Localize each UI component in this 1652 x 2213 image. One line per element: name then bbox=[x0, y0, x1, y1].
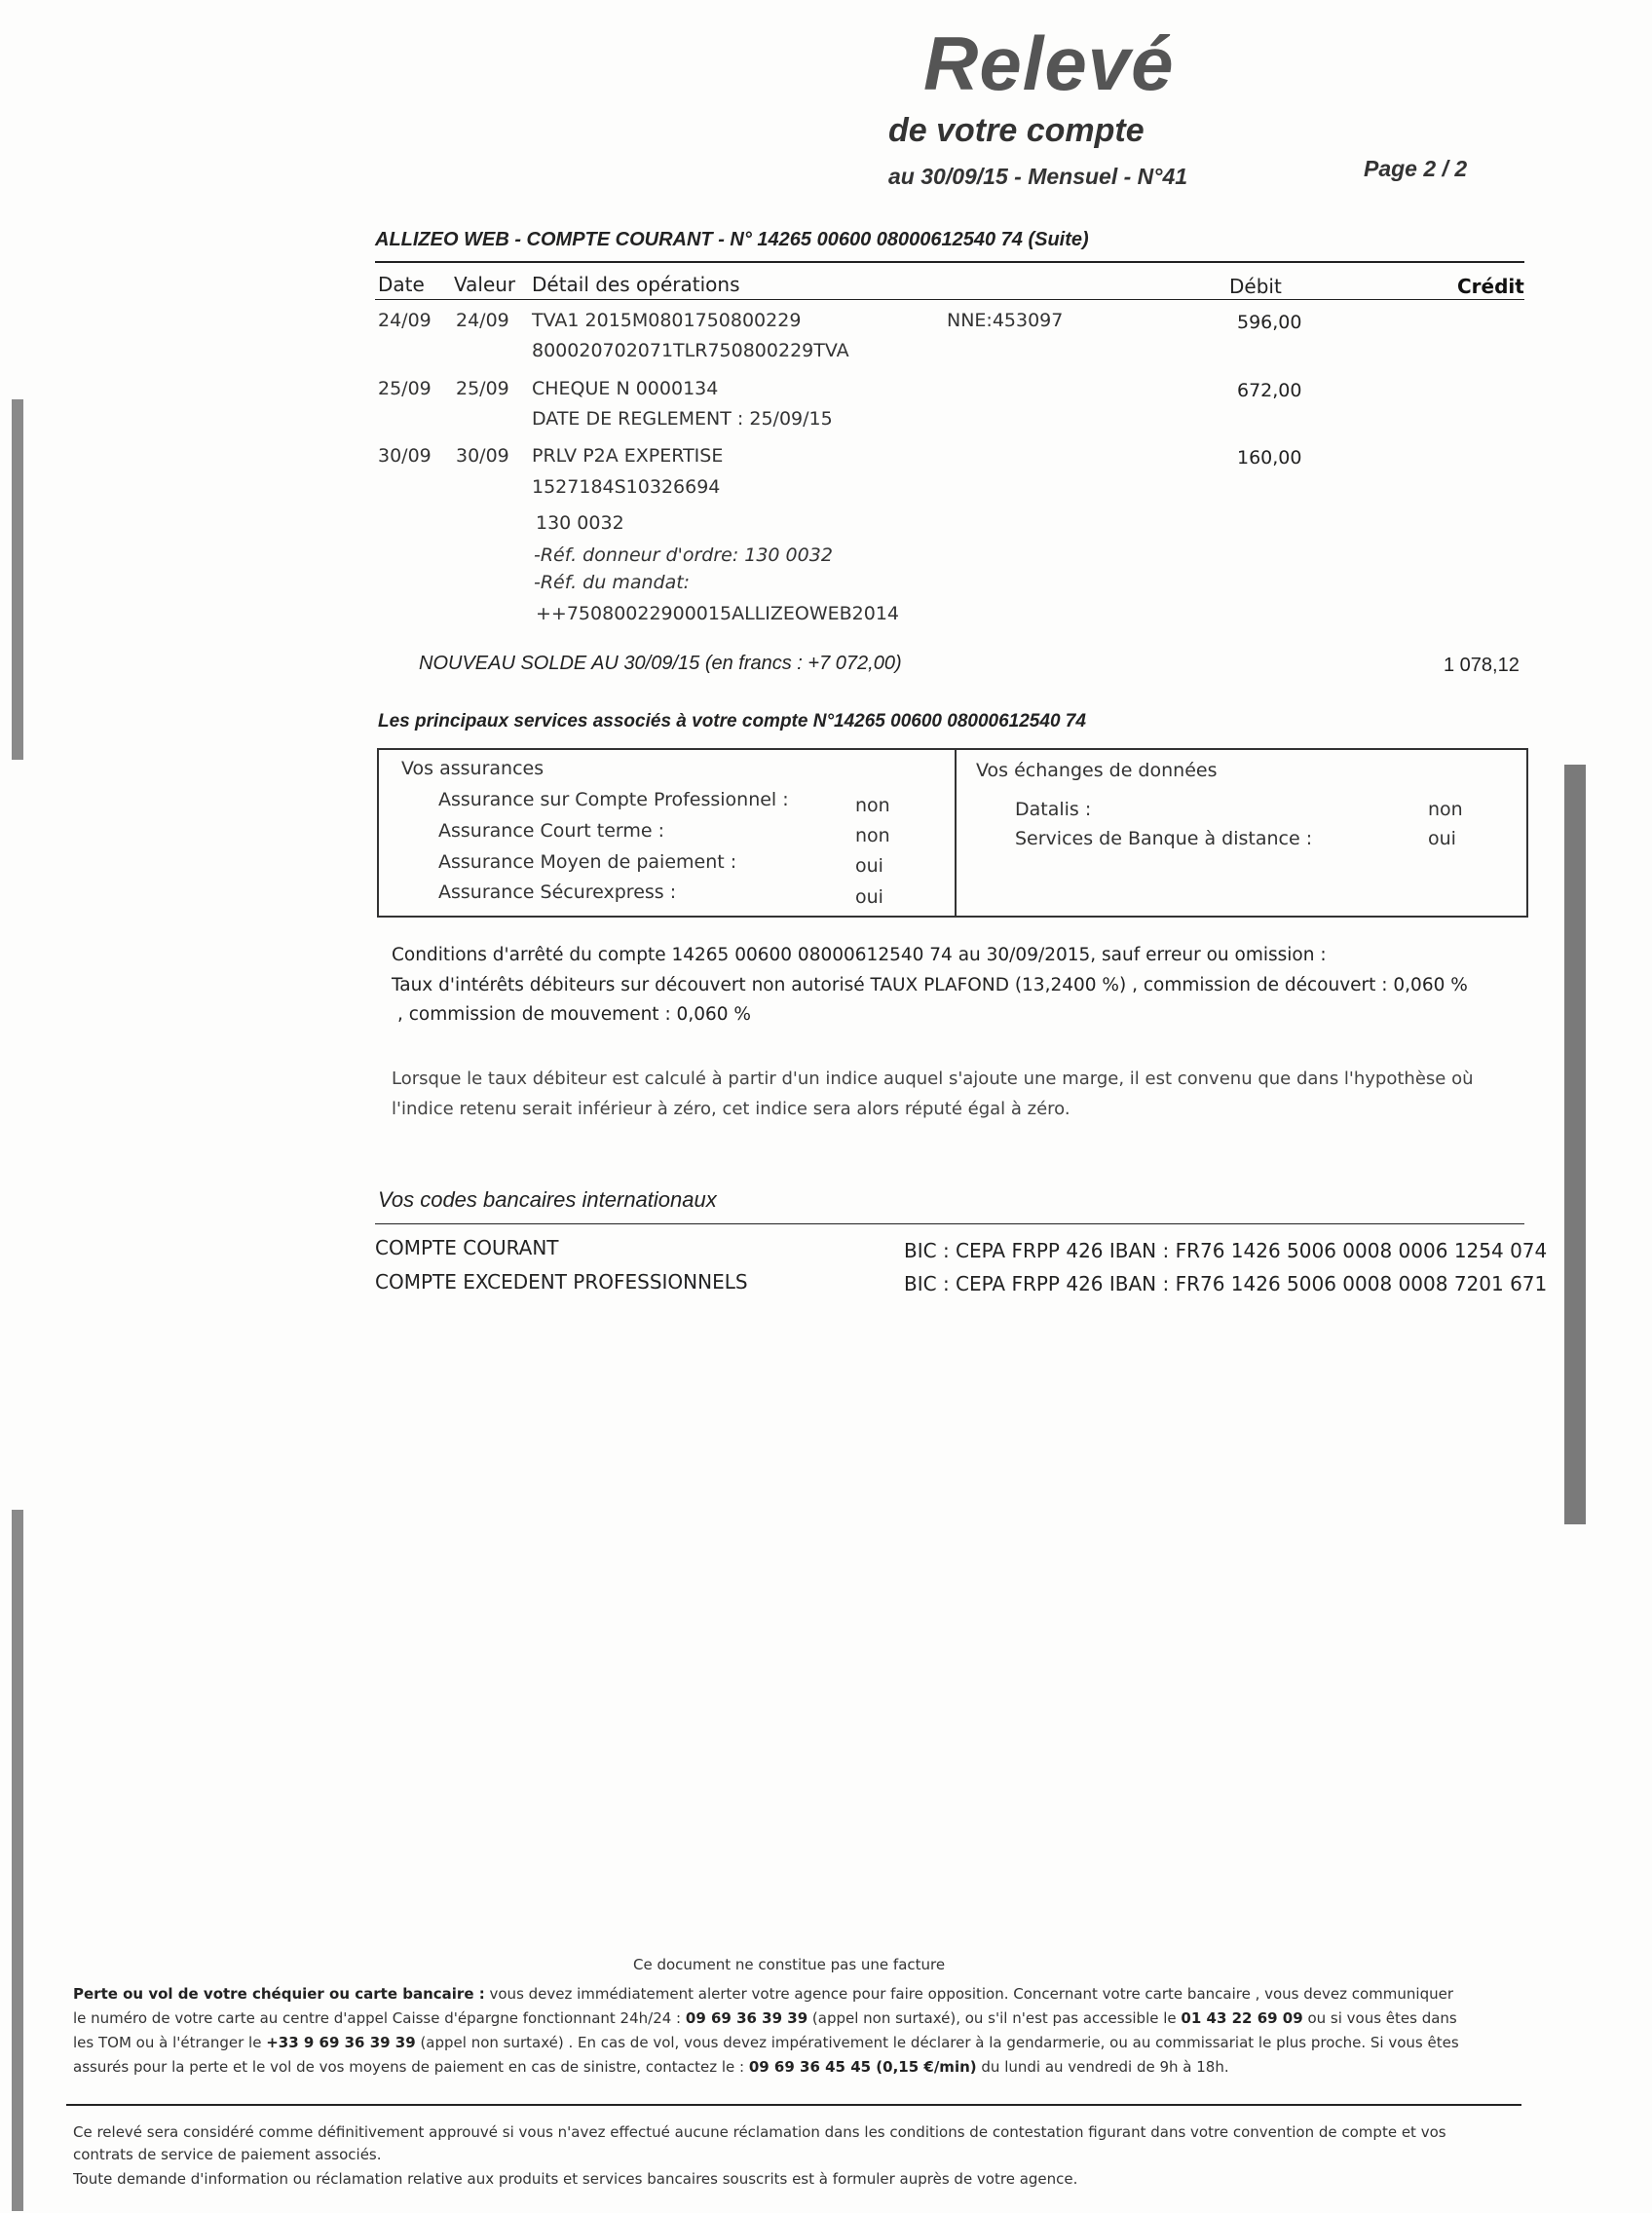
row-detail: 800020702071TLR750800229TVA bbox=[532, 340, 849, 361]
phone-number: 01 43 22 69 09 bbox=[1181, 2009, 1303, 2027]
row-date: 30/09 bbox=[378, 445, 432, 467]
row-detail-ref: -Réf. du mandat: bbox=[534, 572, 691, 593]
footer-releve-line: contrats de service de paiement associés. bbox=[73, 2146, 382, 2163]
assurance-label: Assurance Sécurexpress : bbox=[438, 881, 677, 903]
echange-label: Services de Banque à distance : bbox=[1015, 828, 1313, 849]
row-detail: 1527184S10326694 bbox=[532, 476, 721, 498]
services-box-divider bbox=[955, 750, 957, 916]
conditions-line: , commission de mouvement : 0,060 % bbox=[397, 1004, 751, 1025]
conditions-line: Conditions d'arrêté du compte 14265 00600 08000612540 74 au 30/09/2015, sauf erreur ou omission : bbox=[392, 945, 1327, 965]
echange-label: Datalis : bbox=[1015, 799, 1092, 820]
row-detail: PRLV P2A EXPERTISE bbox=[532, 445, 724, 467]
footer-perte-line bbox=[73, 1985, 1453, 2003]
footer-text: du lundi au vendredi de 9h à 18h. bbox=[976, 2058, 1229, 2076]
divider bbox=[66, 2104, 1521, 2106]
code-label: COMPTE COURANT bbox=[375, 1236, 559, 1259]
echange-value: non bbox=[1428, 799, 1463, 820]
row-debit: 672,00 bbox=[1237, 380, 1302, 401]
row-detail: CHEQUE N 0000134 bbox=[532, 378, 719, 399]
scan-edge-left-top bbox=[12, 399, 23, 760]
row-detail-ref: -Réf. donneur d'ordre: 130 0032 bbox=[534, 544, 833, 566]
assurance-value: non bbox=[855, 825, 890, 846]
code-value: BIC : CEPA FRPP 426 IBAN : FR76 1426 5006 0008 0008 7201 671 bbox=[904, 1272, 1548, 1295]
footer-text: les TOM ou à l'étranger le bbox=[73, 2034, 267, 2051]
account-title: ALLIZEO WEB - COMPTE COURANT - N° 14265 00600 08000612540 74 (Suite) bbox=[375, 229, 1089, 250]
phone-number: 09 69 36 39 39 bbox=[685, 2009, 808, 2027]
row-detail: ++75080022900015ALLIZEOWEB2014 bbox=[536, 603, 900, 624]
row-date: 25/09 bbox=[378, 378, 432, 399]
footer-perte-line bbox=[73, 2058, 1229, 2076]
code-value: BIC : CEPA FRPP 426 IBAN : FR76 1426 5006 0008 0006 1254 074 bbox=[904, 1239, 1548, 1262]
assurance-value: oui bbox=[855, 886, 883, 908]
row-valeur: 25/09 bbox=[456, 378, 509, 399]
page-number: Page 2 / 2 bbox=[1364, 156, 1468, 181]
services-title: Les principaux services associés à votre compte N°14265 00600 08000612540 74 bbox=[378, 711, 1086, 731]
col-header-detail: Détail des opérations bbox=[532, 273, 740, 296]
assurance-label: Assurance sur Compte Professionnel : bbox=[438, 789, 789, 810]
footer-perte-line bbox=[73, 2034, 1459, 2051]
row-valeur: 30/09 bbox=[456, 445, 509, 467]
footer-releve-line: Ce relevé sera considéré comme définitivement approuvé si vous n'avez effectué aucune réclamation dans les conditions de contestation figurant dans votre convention de compte et vos bbox=[73, 2123, 1446, 2141]
assurance-label: Assurance Court terme : bbox=[438, 820, 664, 842]
row-detail: 130 0032 bbox=[536, 512, 624, 534]
footer-text: le numéro de votre carte au centre d'appel Caisse d'épargne fonctionnant 24h/24 : bbox=[73, 2009, 686, 2027]
footer-text: vous devez immédiatement alerter votre agence pour faire opposition. Concernant votre carte bancaire , vous devez communiquer bbox=[484, 1985, 1454, 2003]
divider bbox=[375, 1223, 1524, 1224]
assurance-value: oui bbox=[855, 855, 883, 877]
new-balance-label: NOUVEAU SOLDE AU 30/09/15 (en francs : +7 072,00) bbox=[419, 653, 902, 674]
divider bbox=[375, 261, 1524, 263]
col-header-debit: Débit bbox=[1229, 275, 1282, 298]
assurance-label: Assurance Moyen de paiement : bbox=[438, 851, 737, 873]
footer-text: (appel non surtaxé) . En cas de vol, vous devez impérativement le déclarer à la gendarmerie, ou au commissariat le plus proche. Si vous êtes bbox=[415, 2034, 1459, 2051]
footer-perte-line bbox=[73, 2009, 1457, 2027]
row-detail: TVA1 2015M0801750800229 bbox=[532, 310, 802, 331]
codes-title: Vos codes bancaires internationaux bbox=[378, 1187, 717, 1212]
page-title: Relevé bbox=[923, 20, 1175, 106]
code-label: COMPTE EXCEDENT PROFESSIONNELS bbox=[375, 1270, 748, 1294]
phone-number: 09 69 36 45 45 (0,15 €/min) bbox=[748, 2058, 977, 2076]
assurance-value: non bbox=[855, 795, 890, 816]
row-date: 24/09 bbox=[378, 310, 432, 331]
divider bbox=[375, 299, 1524, 300]
row-valeur: 24/09 bbox=[456, 310, 509, 331]
new-balance-value: 1 078,12 bbox=[1444, 655, 1520, 676]
echange-value: oui bbox=[1428, 828, 1456, 849]
row-debit: 596,00 bbox=[1237, 312, 1302, 333]
page-subtitle: de votre compte bbox=[888, 112, 1145, 149]
conditions-line: Lorsque le taux débiteur est calculé à partir d'un indice auquel s'ajoute une marge, il est convenu que dans l'hypothèse où bbox=[392, 1069, 1474, 1089]
row-reference: NNE:453097 bbox=[947, 310, 1064, 331]
row-detail: DATE DE REGLEMENT : 25/09/15 bbox=[532, 408, 833, 430]
phone-number: +33 9 69 36 39 39 bbox=[266, 2034, 416, 2051]
row-debit: 160,00 bbox=[1237, 447, 1302, 469]
footer-text: ou si vous êtes dans bbox=[1302, 2009, 1457, 2027]
footer-text: (appel non surtaxé), ou s'il n'est pas accessible le bbox=[807, 2009, 1182, 2027]
assurances-title: Vos assurances bbox=[401, 758, 544, 779]
footer-releve-line: Toute demande d'information ou réclamation relative aux produits et services bancaires souscrits est à formuler auprès de votre agence. bbox=[73, 2170, 1078, 2188]
conditions-line: l'indice retenu serait inférieur à zéro, cet indice sera alors réputé égal à zéro. bbox=[392, 1099, 1070, 1119]
footer-perte-title: Perte ou vol de votre chéquier ou carte bancaire : bbox=[73, 1985, 485, 2003]
footer-text: assurés pour la perte et le vol de vos moyens de paiement en cas de sinistre, contactez le : bbox=[73, 2058, 749, 2076]
scan-edge-right bbox=[1564, 765, 1586, 1524]
col-header-credit: Crédit bbox=[1457, 275, 1524, 298]
col-header-valeur: Valeur bbox=[454, 273, 516, 296]
conditions-line: Taux d'intérêts débiteurs sur découvert non autorisé TAUX PLAFOND (13,2400 %) , commission de découvert : 0,060 % bbox=[392, 975, 1468, 995]
statement-period: au 30/09/15 - Mensuel - N°41 bbox=[888, 164, 1188, 189]
echanges-title: Vos échanges de données bbox=[976, 760, 1218, 781]
scan-edge-left-bottom bbox=[12, 1510, 23, 2211]
invoice-notice: Ce document ne constitue pas une facture bbox=[633, 1956, 946, 1973]
col-header-date: Date bbox=[378, 273, 425, 296]
